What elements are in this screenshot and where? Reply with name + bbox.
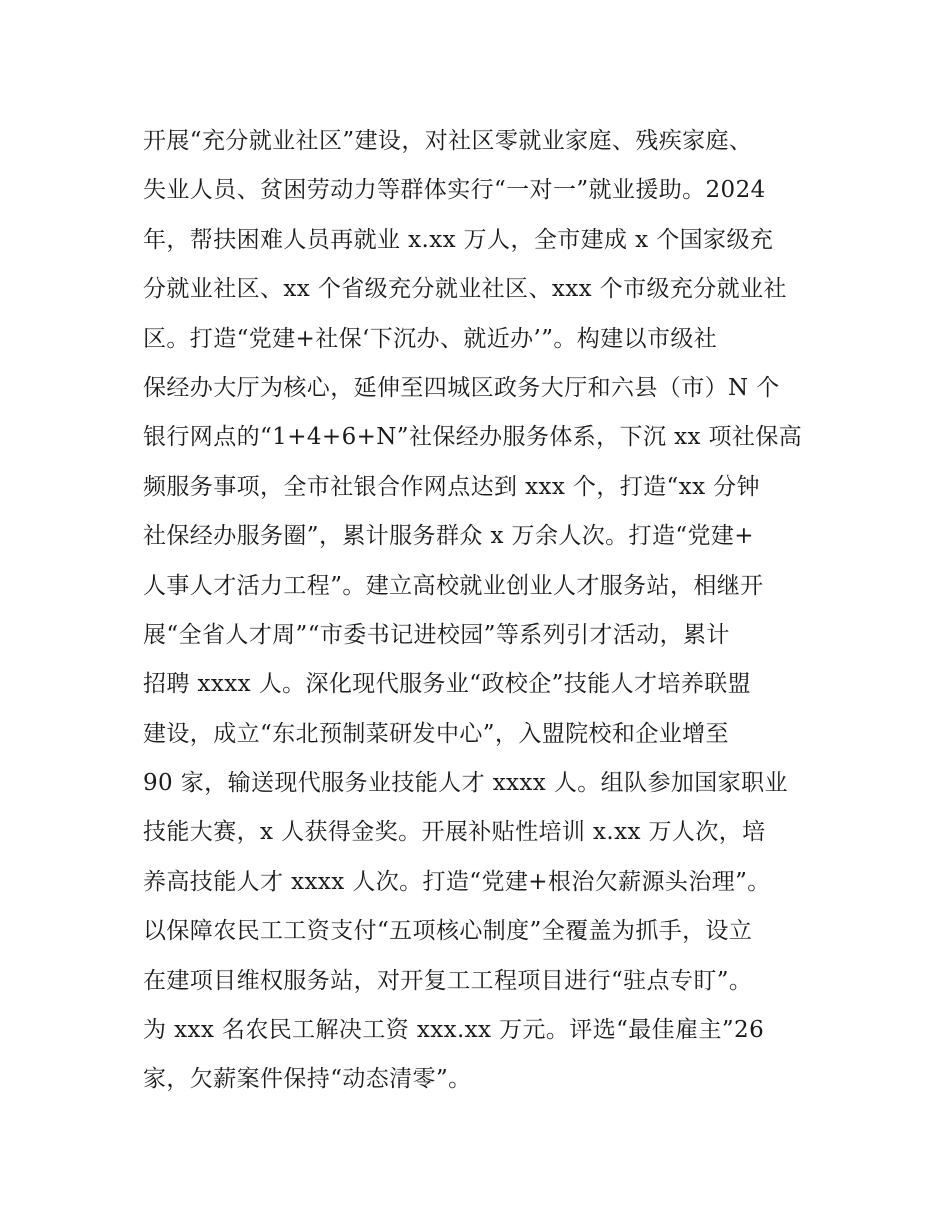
text-line: 以保障农民工工资支付“五项核心制度”全覆盖为抓手，设立 <box>143 918 753 945</box>
text-line: 失业人员、贫困劳动力等群体实行“一对一”就业援助。2024 <box>143 177 766 204</box>
text-line: 频服务事项，全市社银合作网点达到 xxx 个，打造“xx 分钟 <box>143 473 760 500</box>
body-paragraph <box>143 117 823 1105</box>
text-line: 90 家，输送现代服务业技能人才 xxxx 人。组队参加国家职业 <box>143 770 788 797</box>
text-line: 展“全省人才周”“市委书记进校园”等系列引才活动，累计 <box>143 621 730 648</box>
text-line: 保经办大厅为核心，延伸至四城区政务大厅和六县（市）N 个 <box>143 374 780 401</box>
text-line: 开展“充分就业社区”建设，对社区零就业家庭、残疾家庭、 <box>143 128 753 154</box>
text-line: 招聘 xxxx 人。深化现代服务业“政校企”技能人才培养联盟 <box>143 671 752 698</box>
text-line: 为 xxx 名农民工解决工资 xxx.xx 万元。评选“最佳雇主”26 <box>143 1017 765 1044</box>
text-line: 在建项目维权服务站，对开复工工程项目进行“驻点专盯”。 <box>143 967 753 994</box>
text-line: 社保经办服务圈”，累计服务群众 x 万余人次。打造“党建+ <box>143 523 754 550</box>
text-line: 分就业社区、xx 个省级充分就业社区、xxx 个市级充分就业社 <box>143 276 787 303</box>
text-line: 银行网点的“1+4+6+N”社保经办服务体系，下沉 xx 项社保高 <box>143 424 803 451</box>
text-line: 养高技能人才 xxxx 人次。打造“党建+根治欠薪源头治理”。 <box>143 868 771 895</box>
text-line: 人事人才活力工程”。建立高校就业创业人才服务站，相继开 <box>143 572 764 599</box>
text-line: 区。打造“党建+社保‘下沉办、就近办’”。构建以市级社 <box>143 325 718 352</box>
text-line: 技能大赛，x 人获得金奖。开展补贴性培训 x.xx 万人次，培 <box>143 819 766 846</box>
text-line: 年，帮扶困难人员再就业 x.xx 万人，全市建成 x 个国家级充 <box>143 226 774 253</box>
text-line: 建设，成立“东北预制菜研发中心”，入盟院校和企业增至 <box>143 720 729 747</box>
text-line: 家，欠薪案件保持“动态清零”。 <box>143 1066 472 1093</box>
